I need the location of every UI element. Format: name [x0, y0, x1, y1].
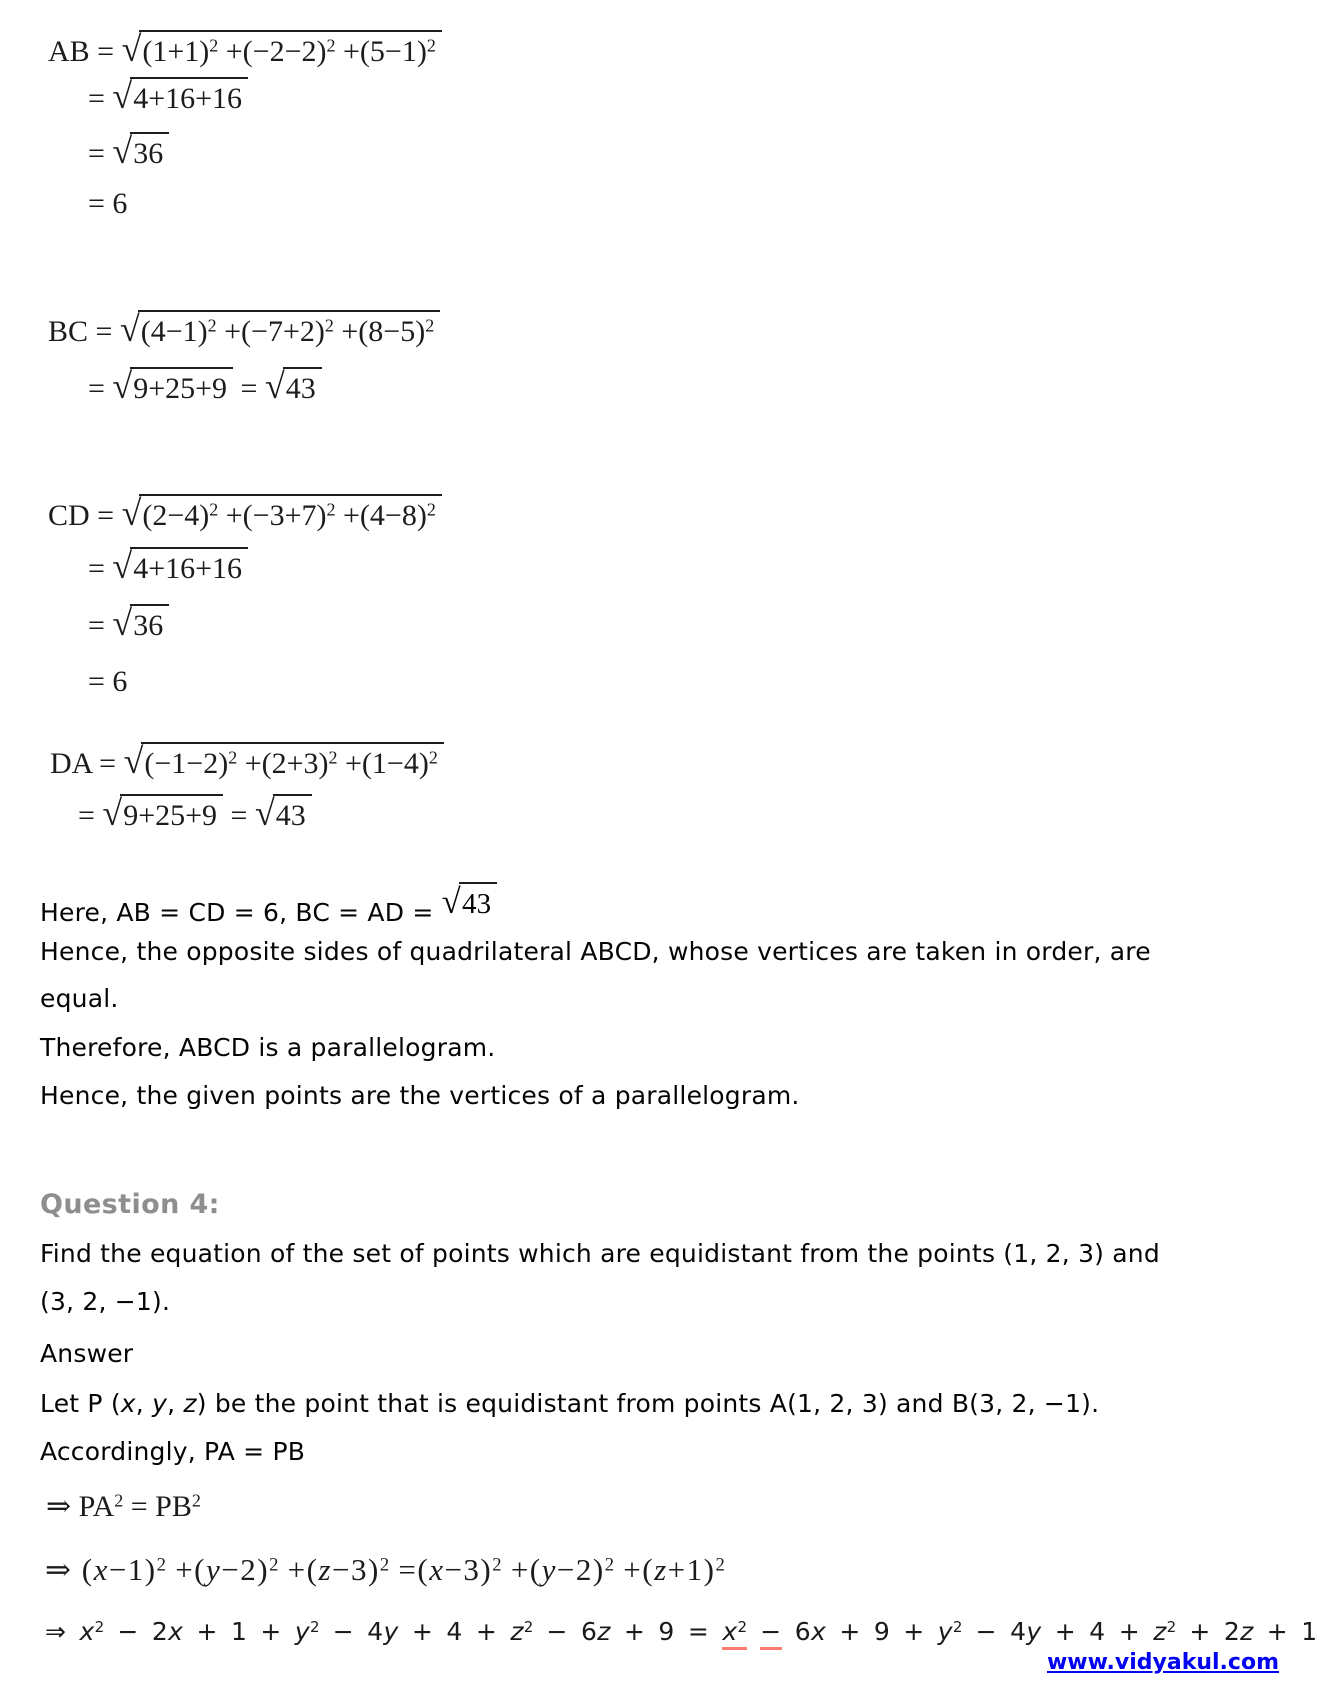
italic-variable: y: [206, 1552, 222, 1587]
square-root: [112, 131, 169, 171]
equation-line-bc-2: = √9+25+9 = √43: [88, 367, 322, 407]
equation-line-da-1: DA = $√(-1-2)^2 +(2+3)^2 +(1-4)^2$: [50, 742, 444, 782]
equation-line-cd-4: = 6: [88, 665, 128, 698]
sqrt-vinculum: $(4-1)^2 +(-7+2)^2 +(8-5)^2$: [138, 310, 440, 350]
italic-variable: y: [383, 1617, 399, 1646]
superscript: 2: [428, 747, 438, 768]
square-root: [112, 76, 248, 116]
superscript: 2: [209, 35, 219, 56]
italic-variable: z: [654, 1552, 668, 1587]
italic-variable: x: [810, 1617, 827, 1646]
equation-line-bc-1: BC = $√(4-1)^2 +(-7+2)^2 +(8-5)^2$: [48, 310, 440, 350]
italic-variable: y: [294, 1617, 311, 1646]
equation-line-ab-2: = √4+16+16: [88, 77, 248, 117]
superscript: 2: [191, 1490, 201, 1511]
equation-line-cd-2: = √4+16+16: [88, 547, 248, 587]
square-root: [121, 493, 442, 533]
superscript: 2: [425, 315, 435, 336]
square-root: [441, 882, 498, 921]
radical-sign: √: [441, 882, 461, 921]
italic-variable: y: [937, 1617, 953, 1646]
superscript: 2: [328, 747, 338, 768]
equation-expanded: ⇒ $(x-1)^2 +(y-2)^2 +(z-3)^2 =(x-3)^2 +(y-2)^2 +(z+1)^2$: [45, 1552, 725, 1587]
sqrt-vinculum: 4+16+16: [130, 77, 248, 117]
equation-line-cd-1: CD = $√(2-4)^2 +(-3+7)^2 +(4-8)^2$: [48, 494, 442, 534]
italic-variable: x: [79, 1617, 95, 1646]
square-root: [112, 546, 248, 586]
question-4-heading: Question 4:: [40, 1189, 220, 1220]
radical-sign: √: [119, 309, 140, 349]
equation-line-ab-4: = 6: [88, 187, 128, 220]
radical-sign: √: [121, 493, 142, 533]
superscript: 2: [715, 1554, 725, 1576]
superscript: 2: [737, 1618, 748, 1637]
italic-variable: x: [429, 1552, 445, 1587]
superscript: 2: [326, 35, 336, 56]
superscript: 2: [523, 1618, 534, 1637]
italic-variable: x: [93, 1552, 109, 1587]
superscript: 2: [114, 1490, 124, 1511]
paragraph-accordingly: Accordingly, PA = PB: [40, 1437, 306, 1466]
paragraph-find-1: Find the equation of the set of points which are equidistant from the points (1, 2, 3) and: [40, 1239, 1160, 1268]
superscript: 2: [426, 35, 436, 56]
superscript: 2: [269, 1554, 279, 1576]
square-root: [123, 741, 444, 781]
italic-variable: y: [541, 1552, 557, 1587]
radical-sign: √: [102, 793, 123, 833]
superscript: 2: [492, 1554, 502, 1576]
radical-sign: √: [121, 29, 142, 69]
equation-line-cd-3: = √36: [88, 604, 169, 644]
italic-variable: y: [152, 1389, 168, 1418]
sqrt-vinculum: 9+25+9: [130, 367, 233, 407]
sqrt-vinculum: 43: [283, 367, 322, 407]
sqrt-vinculum: 9+25+9: [120, 794, 223, 834]
paragraph-hence-opposite: Hence, the opposite sides of quadrilateral ABCD, whose vertices are taken in order, are: [40, 937, 1151, 966]
sqrt-vinculum: 4+16+16: [130, 547, 248, 587]
square-root: [264, 366, 322, 406]
vidyakul-link[interactable]: www.vidyakul.com: [1046, 1650, 1279, 1675]
superscript: 2: [952, 1618, 963, 1637]
sqrt-vinculum: 43: [273, 794, 312, 834]
radical-sign: √: [112, 603, 133, 643]
paragraph-hence-given: Hence, the given points are the vertices of a parallelogram.: [40, 1081, 800, 1110]
superscript: 2: [156, 1554, 166, 1576]
radical-sign: √: [254, 793, 275, 833]
sqrt-vinculum: $(1+1)^2 +(-2-2)^2 +(5-1)^2$: [139, 30, 441, 70]
italic-variable: z: [1240, 1617, 1254, 1646]
sqrt-vinculum: $(-1-2)^2 +(2+3)^2 +(1-4)^2$: [141, 742, 443, 782]
italic-variable: y: [1026, 1617, 1042, 1646]
superscript: 2: [207, 315, 217, 336]
italic-variable: z: [1153, 1617, 1167, 1646]
superscript: 2: [209, 499, 219, 520]
radical-sign: √: [123, 741, 144, 781]
answer-label: Answer: [40, 1339, 134, 1368]
paragraph-equal: equal.: [40, 984, 119, 1013]
equation-line-ab-1: AB = $√(1+1)^2 +(-2-2)^2 +(5-1)^2$: [48, 30, 442, 70]
equation-pa-squared: ⇒ $PA^2 = PB^2$: [46, 1490, 201, 1523]
radical-sign: √: [112, 76, 133, 116]
spellcheck-underline: −: [760, 1617, 781, 1650]
equation-simplified: ⇒ $x^2 - 2x + 1 + y^2 - 4y + 4 + z^2 - 6z + 9 = x^2 - 6x + 9 + y^2 - 4y + 4 + z^2 + 2z + 1$: [45, 1618, 1318, 1647]
square-root: [121, 29, 442, 69]
radical-sign: √: [112, 546, 133, 586]
equation-line-da-2: = √9+25+9 = √43: [78, 794, 312, 834]
paragraph-here-summary: Here, AB = CD = 6, BC = AD = √43: [40, 890, 497, 930]
square-root: [119, 309, 440, 349]
superscript: 2: [324, 315, 334, 336]
paragraph-let-point: Let P (x, y, z) be the point that is equidistant from points A(1, 2, 3) and B(3, 2, −1).: [40, 1389, 1100, 1418]
italic-variable: z: [183, 1389, 197, 1418]
italic-variable: x: [168, 1617, 184, 1646]
square-root: [254, 793, 312, 833]
equation-line-ab-3: = √36: [88, 132, 169, 172]
sqrt-vinculum: 36: [130, 132, 169, 172]
sqrt-vinculum: 43: [459, 882, 497, 922]
italic-variable: z: [318, 1552, 333, 1587]
inline-math: [441, 882, 498, 921]
italic-variable: z: [510, 1617, 524, 1646]
superscript: 2: [228, 747, 238, 768]
superscript: 2: [94, 1618, 105, 1637]
italic-variable: x: [722, 1617, 738, 1646]
radical-sign: √: [112, 131, 133, 171]
radical-sign: √: [264, 366, 285, 406]
spellcheck-underline: [722, 1617, 747, 1650]
superscript: 2: [426, 499, 436, 520]
superscript: 2: [1166, 1618, 1177, 1637]
superscript: 2: [604, 1554, 614, 1576]
square-root: [112, 603, 169, 643]
sqrt-vinculum: 36: [130, 604, 169, 644]
superscript: 2: [310, 1618, 320, 1637]
superscript: 2: [326, 499, 336, 520]
italic-variable: x: [120, 1389, 136, 1418]
superscript: 2: [379, 1554, 390, 1576]
radical-sign: √: [112, 366, 133, 406]
italic-variable: z: [597, 1617, 611, 1646]
paragraph-find-2: (3, 2, −1).: [40, 1287, 171, 1316]
sqrt-vinculum: $(2-4)^2 +(-3+7)^2 +(4-8)^2$: [139, 494, 441, 534]
paragraph-therefore: Therefore, ABCD is a parallelogram.: [40, 1033, 496, 1062]
